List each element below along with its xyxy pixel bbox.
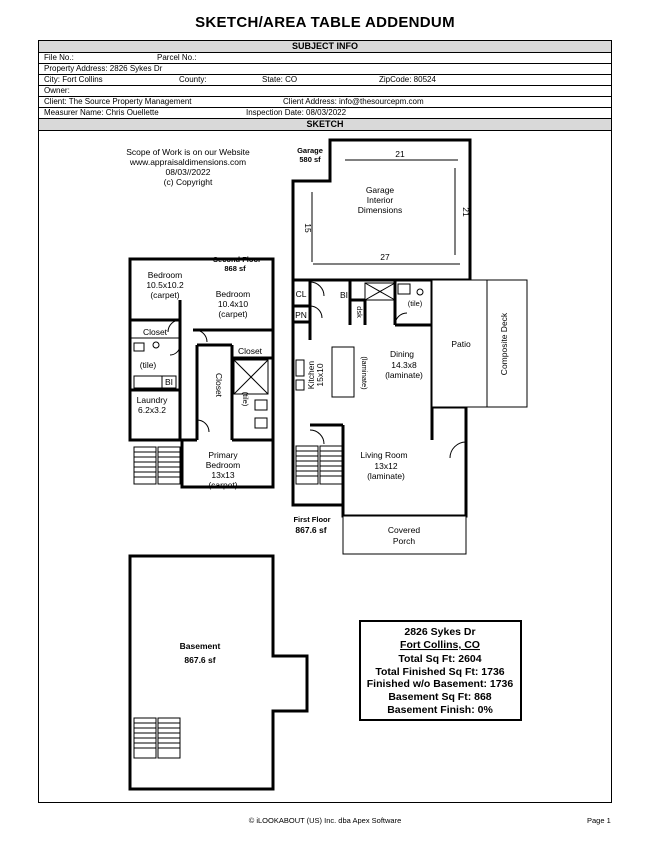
sink-fixture bbox=[255, 418, 267, 428]
bedroom1-name: Bedroom bbox=[147, 270, 183, 280]
summary-city: Fort Collins, CO bbox=[400, 639, 480, 651]
primary-floor: (carpet) bbox=[208, 480, 238, 490]
door-swing bbox=[450, 442, 466, 458]
tile-bath1: (tile) bbox=[139, 360, 157, 370]
covered-porch-outline bbox=[343, 516, 466, 554]
file-no: File No.: bbox=[44, 53, 74, 62]
door-swing bbox=[310, 430, 324, 444]
scope-line-1: Scope of Work is on our Website bbox=[126, 147, 250, 157]
door-swing bbox=[395, 313, 407, 325]
summary-address: 2826 Sykes Dr bbox=[404, 626, 476, 638]
porch-label: Porch bbox=[392, 536, 416, 546]
parcel-no: Parcel No.: bbox=[157, 53, 197, 62]
toilet-fixture bbox=[153, 342, 159, 348]
stairs-basement bbox=[134, 718, 180, 758]
scope-line-3: 08/03//2022 bbox=[165, 167, 211, 177]
second-floor-sf: 868 sf bbox=[224, 264, 246, 273]
covered-label: Covered bbox=[387, 525, 421, 535]
second-floor-title: Second Floor bbox=[213, 255, 261, 264]
tile-bath2: (tile) bbox=[241, 391, 250, 407]
closet-c: Closet bbox=[214, 372, 224, 398]
client: Client: The Source Property Management bbox=[44, 97, 192, 106]
stairs-upper bbox=[134, 447, 180, 484]
city: City: Fort Collins bbox=[44, 75, 103, 84]
sink-fixture bbox=[296, 380, 304, 390]
summary-total-finished: Total Finished Sq Ft: 1736 bbox=[375, 666, 505, 678]
garage-interior-1: Garage bbox=[365, 185, 395, 195]
door-swing bbox=[197, 420, 209, 432]
basement-outline bbox=[130, 556, 307, 789]
dining-name: Dining bbox=[389, 349, 415, 359]
laundry-size: 6.2x3.2 bbox=[138, 405, 166, 415]
range-fixture bbox=[296, 360, 304, 376]
primary-size: 13x13 bbox=[211, 470, 235, 480]
garage-title: Garage bbox=[297, 146, 323, 155]
dsk-label: dsk bbox=[355, 306, 364, 318]
primary-name-2: Bedroom bbox=[205, 460, 241, 470]
closet-a: Closet bbox=[142, 327, 168, 337]
summary-finished-wo-basement: Finished w/o Basement: 1736 bbox=[366, 678, 514, 690]
sketch-header: SKETCH bbox=[39, 119, 611, 131]
subject-info-header: SUBJECT INFO bbox=[39, 41, 611, 53]
bi-main: BI bbox=[339, 290, 349, 300]
garage-dim-27: 27 bbox=[380, 252, 390, 262]
kitchen-island bbox=[332, 347, 354, 397]
summary-basement-sq-ft: Basement Sq Ft: 868 bbox=[388, 691, 492, 703]
basement-sf: 867.6 sf bbox=[184, 655, 216, 665]
sink-fixture bbox=[255, 400, 267, 410]
toilet-fixture bbox=[417, 289, 423, 295]
owner: Owner: bbox=[44, 86, 70, 95]
bedroom2-size: 10.4x10 bbox=[217, 299, 249, 309]
bedroom1-floor: (carpet) bbox=[150, 290, 180, 300]
door-swing bbox=[310, 282, 324, 296]
bedroom2-name: Bedroom bbox=[215, 289, 251, 299]
stairs-main bbox=[296, 446, 342, 484]
county: County: bbox=[179, 75, 207, 84]
primary-name: Primary bbox=[208, 450, 238, 460]
door-swing bbox=[310, 306, 322, 318]
laminate-island: (laminate) bbox=[360, 356, 369, 390]
kitchen-size: 15x10 bbox=[315, 363, 325, 387]
garage-sf: 580 sf bbox=[299, 155, 321, 164]
state: State: CO bbox=[262, 75, 298, 84]
first-floor-sf: 867.6 sf bbox=[295, 525, 327, 535]
composite-deck-label: Composite Deck bbox=[499, 312, 509, 376]
tile-main: (tile) bbox=[407, 299, 423, 308]
garage-interior-2: Interior bbox=[366, 195, 394, 205]
inspection-date: Inspection Date: 08/03/2022 bbox=[246, 108, 347, 117]
basement-label: Basement bbox=[179, 641, 221, 651]
footer-page: Page 1 bbox=[587, 816, 611, 825]
living-size: 13x12 bbox=[374, 461, 398, 471]
bedroom2-floor: (carpet) bbox=[218, 309, 248, 319]
bi-upper: BI bbox=[164, 377, 174, 387]
zip-code: ZipCode: 80524 bbox=[379, 75, 436, 84]
property-address: Property Address: 2826 Sykes Dr bbox=[44, 64, 163, 73]
garage-dim-15: 15 bbox=[303, 223, 313, 233]
laundry-name: Laundry bbox=[136, 395, 168, 405]
garage-dim-21-right: 21 bbox=[461, 207, 471, 217]
patio-label: Patio bbox=[451, 339, 471, 349]
living-floor: (laminate) bbox=[367, 471, 405, 481]
dining-floor: (laminate) bbox=[385, 370, 423, 380]
bathtub-fixture bbox=[134, 376, 162, 388]
cl-label: CL bbox=[295, 289, 307, 299]
dining-size: 14.3x8 bbox=[391, 360, 417, 370]
measurer-name: Measurer Name: Chris Ouellette bbox=[44, 108, 159, 117]
summary-basement-finish: Basement Finish: 0% bbox=[387, 704, 493, 716]
sink-fixture bbox=[398, 284, 410, 294]
kitchen-name: Kitchen bbox=[306, 360, 316, 390]
door-swing bbox=[195, 330, 207, 342]
garage-dim-21-top: 21 bbox=[395, 149, 405, 159]
door-swing bbox=[168, 320, 180, 332]
scope-line-4: (c) Copyright bbox=[163, 177, 213, 187]
closet-b: Closet bbox=[237, 346, 263, 356]
summary-total-sq-ft: Total Sq Ft: 2604 bbox=[398, 653, 482, 665]
sink-fixture bbox=[134, 343, 144, 351]
page-title: SKETCH/AREA TABLE ADDENDUM bbox=[195, 14, 455, 31]
scope-line-2: www.appraisaldimensions.com bbox=[129, 157, 247, 167]
pn-label: PN bbox=[295, 310, 307, 320]
footer-copyright: © iLOOKABOUT (US) Inc. dba Apex Software bbox=[248, 816, 402, 825]
client-address: Client Address: info@thesourcepm.com bbox=[283, 97, 424, 106]
bedroom1-size: 10.5x10.2 bbox=[146, 280, 184, 290]
garage-interior-3: Dimensions bbox=[357, 205, 403, 215]
living-name: Living Room bbox=[360, 450, 408, 460]
first-floor-title: First Floor bbox=[293, 515, 331, 524]
